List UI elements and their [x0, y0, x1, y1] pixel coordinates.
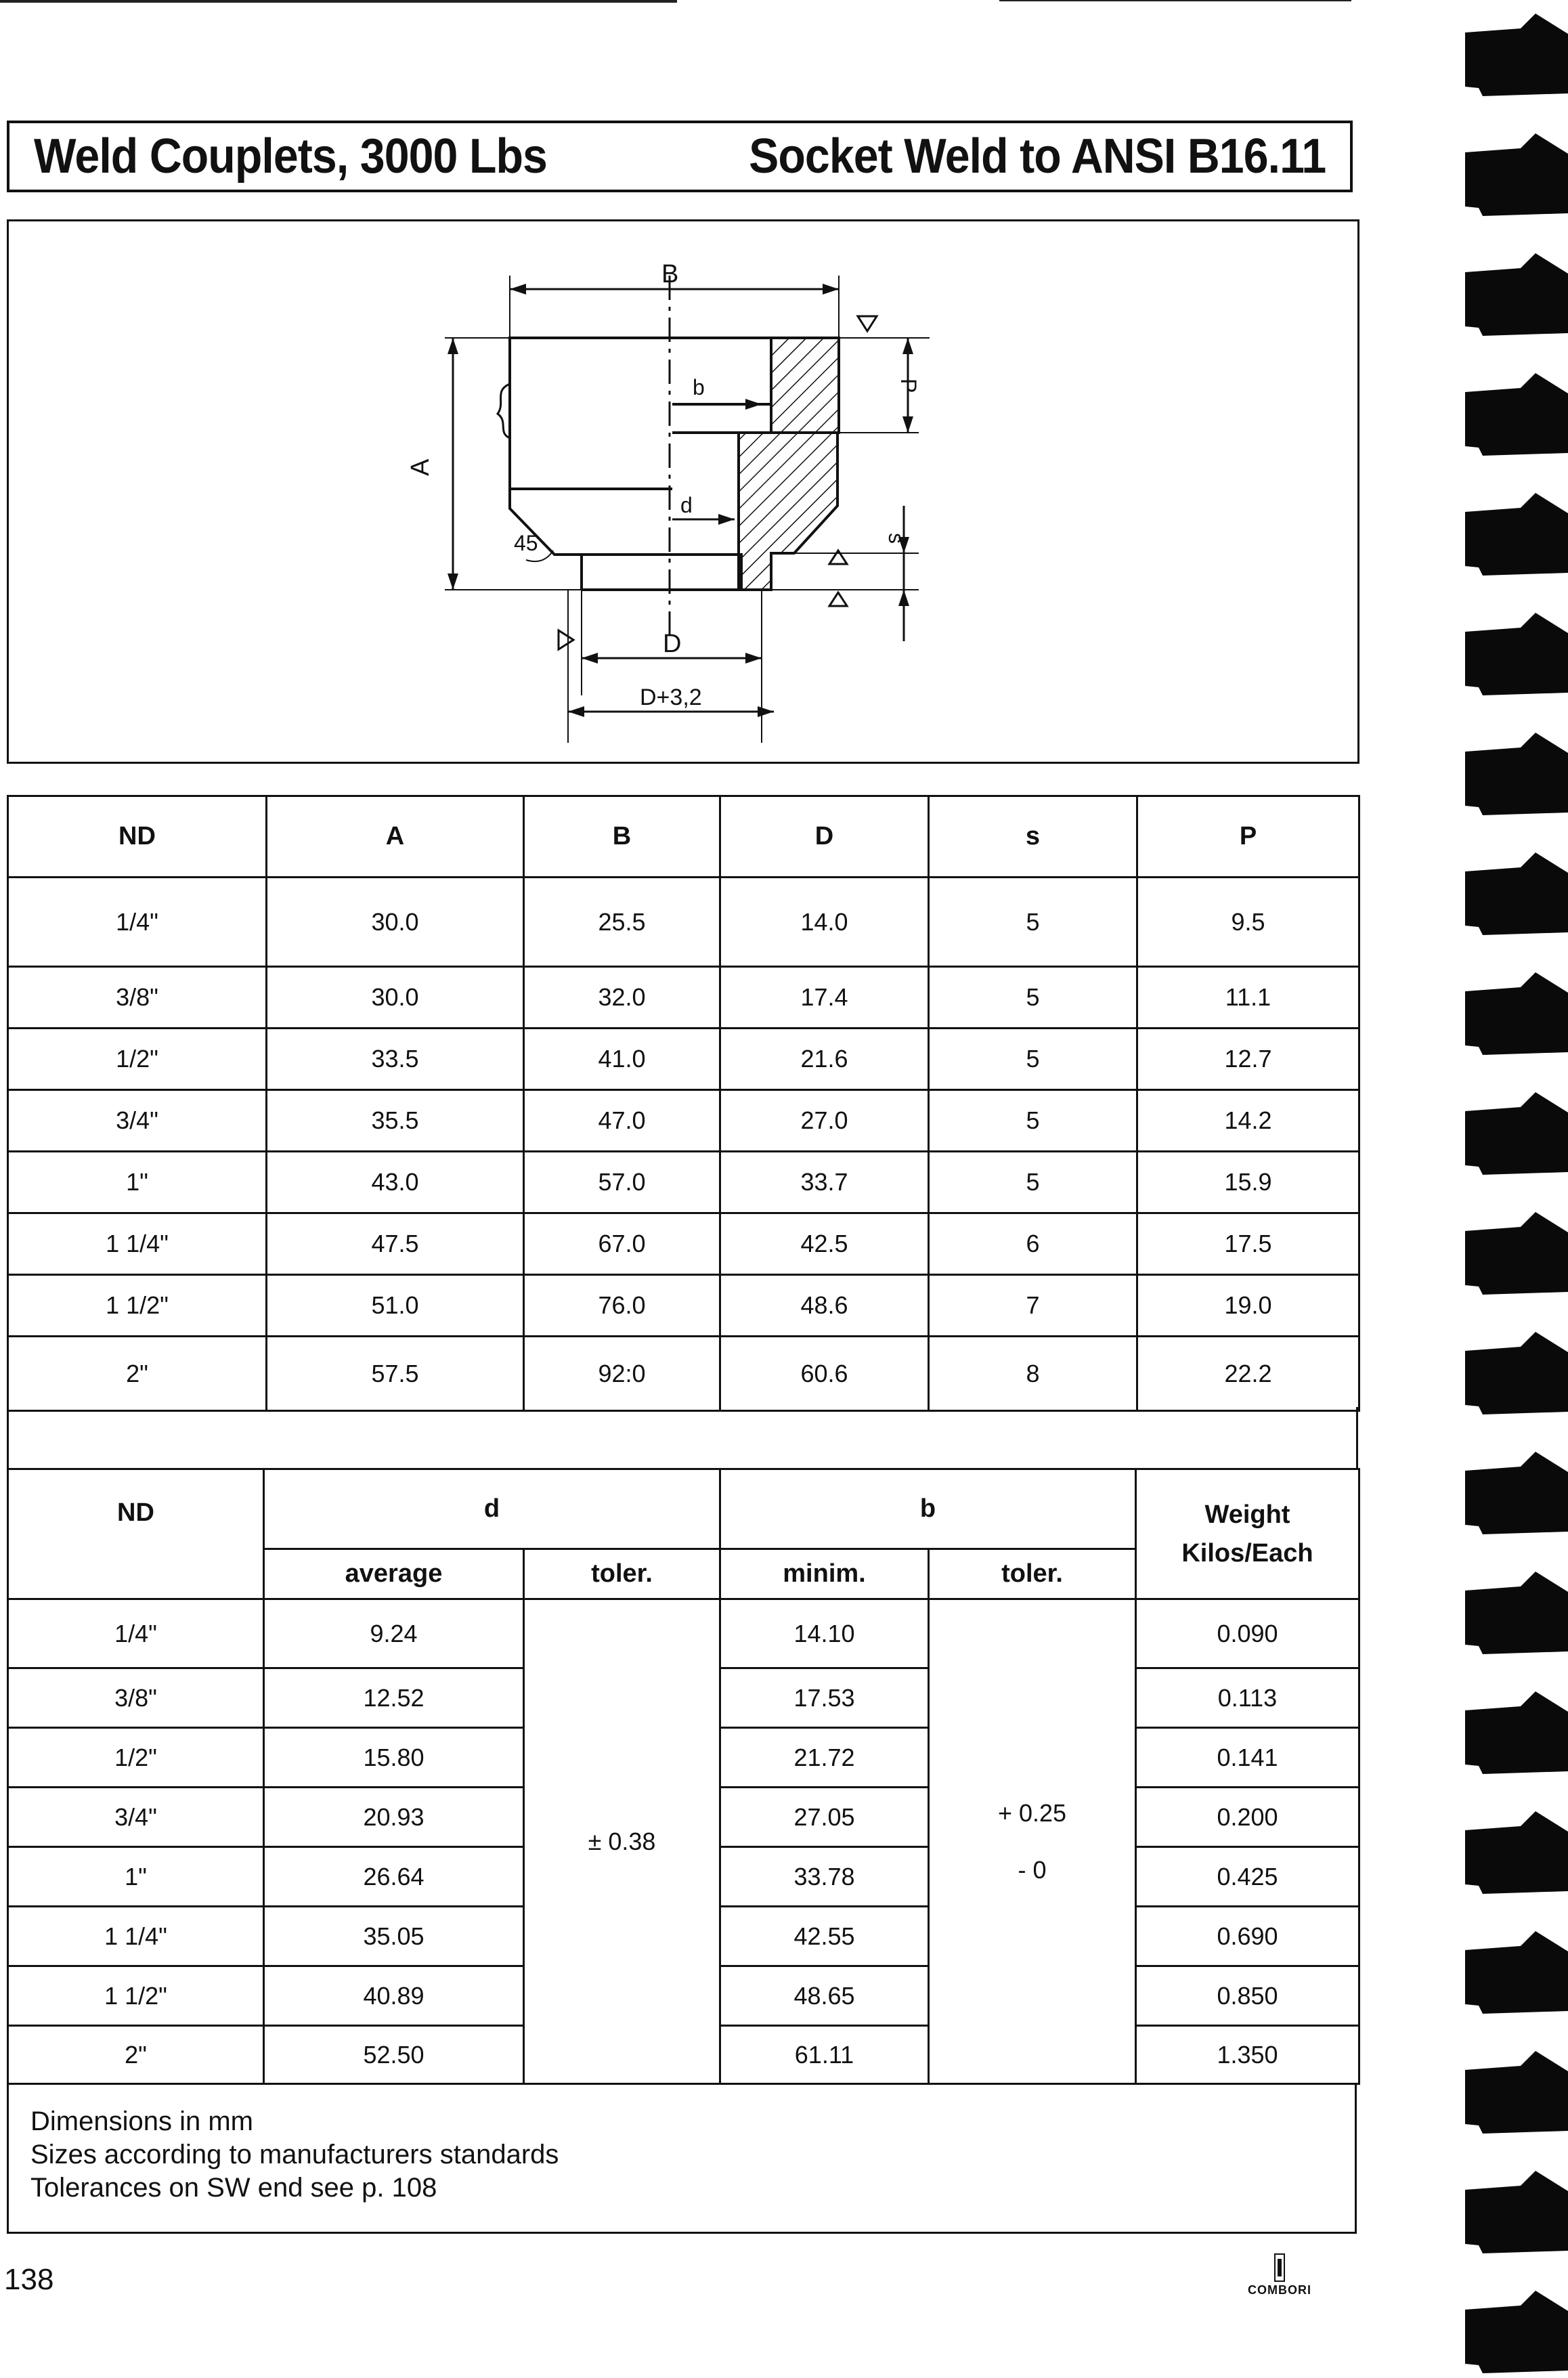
cell-s: 6	[929, 1213, 1137, 1275]
cell-weight: 1.350	[1136, 2026, 1359, 2084]
binding-tab	[1465, 2171, 1568, 2253]
cell-nd: 3/8"	[8, 1668, 264, 1728]
cell-s: 5	[929, 967, 1137, 1029]
cell-b-minim: 14.10	[720, 1599, 929, 1668]
cell-b: 25.5	[524, 878, 720, 967]
tolerance-header-row	[8, 1469, 1359, 1549]
cell-nd: 1"	[8, 1847, 264, 1907]
binding-tab	[1465, 253, 1568, 336]
weld-symbol-top	[858, 316, 877, 331]
cell-d: 48.6	[720, 1275, 929, 1337]
cell-d: 17.4	[720, 967, 929, 1029]
binding-tab	[1465, 1332, 1568, 1414]
arrow-D-left	[582, 653, 598, 664]
cell-s: 5	[929, 1152, 1137, 1213]
cell-d-average: 35.05	[264, 1907, 524, 1966]
table-row	[8, 1275, 1359, 1337]
arrow-b-small	[745, 399, 762, 410]
arrow-Dplus-left	[568, 706, 584, 717]
weld-symbol-left	[559, 630, 573, 649]
cell-weight: 0.425	[1136, 1847, 1359, 1907]
cell-d-average: 12.52	[264, 1668, 524, 1728]
table-row	[8, 1337, 1359, 1411]
note-line: Sizes according to manufacturers standards	[30, 2140, 559, 2169]
cell-d-average: 15.80	[264, 1728, 524, 1788]
label-D-plus: D+3,2	[640, 685, 702, 710]
title-bar	[7, 121, 1353, 192]
cell-b-tolerance	[929, 1599, 1136, 2084]
weld-symbol-low	[829, 592, 847, 606]
cell-d: 60.6	[720, 1337, 929, 1411]
cell-p: 15.9	[1137, 1152, 1359, 1213]
arrow-b-left	[510, 284, 526, 295]
arrow-a-top	[448, 338, 458, 354]
label-A: A	[406, 458, 435, 476]
cell-d-average: 26.64	[264, 1847, 524, 1907]
cell-weight: 0.850	[1136, 1966, 1359, 2026]
binding-tab	[1465, 852, 1568, 935]
cell-b-minim: 21.72	[720, 1728, 929, 1788]
col-nd: ND	[8, 1469, 264, 1599]
table-row	[8, 878, 1359, 967]
cell-b-minim: 17.53	[720, 1668, 929, 1728]
label-angle: 45	[514, 531, 538, 555]
cell-p: 14.2	[1137, 1090, 1359, 1152]
cell-d-tolerance: ± 0.38	[524, 1599, 720, 2084]
coupling-drawing	[9, 221, 1362, 766]
binding-tab	[1465, 133, 1568, 216]
binding-tab	[1465, 373, 1568, 456]
arrow-p-top	[902, 338, 913, 354]
cell-s: 5	[929, 878, 1137, 967]
label-D: D	[663, 630, 682, 658]
binding-tab	[1465, 1572, 1568, 1654]
cell-a: 33.5	[267, 1029, 524, 1090]
cell-a: 30.0	[267, 967, 524, 1029]
notes-panel	[7, 2085, 1357, 2234]
top-rule-right	[999, 0, 1351, 1]
col-b-minim: minim.	[720, 1549, 929, 1599]
page-number: 138	[4, 2263, 54, 2296]
col-d-toler: toler.	[524, 1549, 720, 1599]
table-row	[8, 1152, 1359, 1213]
binding-tab	[1465, 1691, 1568, 1774]
cell-d: 42.5	[720, 1213, 929, 1275]
cell-nd: 1"	[8, 1152, 267, 1213]
label-P: P	[896, 379, 921, 393]
binding-tab	[1465, 972, 1568, 1055]
cell-p: 17.5	[1137, 1213, 1359, 1275]
cell-weight: 0.113	[1136, 1668, 1359, 1728]
cell-s: 8	[929, 1337, 1137, 1411]
cell-b-minim: 33.78	[720, 1847, 929, 1907]
cell-b-minim: 42.55	[720, 1907, 929, 1966]
label-b: b	[693, 375, 705, 399]
col-a: A	[267, 796, 524, 878]
cell-b: 92:0	[524, 1337, 720, 1411]
label-B: B	[661, 260, 679, 288]
cell-nd: 2"	[8, 1337, 267, 1411]
title-right: Socket Weld to ANSI B16.11	[748, 129, 1326, 183]
cell-nd: 1 1/2"	[8, 1966, 264, 2026]
cell-p: 12.7	[1137, 1029, 1359, 1090]
cell-nd: 1 1/2"	[8, 1275, 267, 1337]
company-logo	[1239, 2253, 1320, 2301]
cell-nd: 3/8"	[8, 967, 267, 1029]
binding-tab	[1465, 1212, 1568, 1295]
cell-d: 21.6	[720, 1029, 929, 1090]
cell-a: 47.5	[267, 1213, 524, 1275]
cell-b-minim: 61.11	[720, 2026, 929, 2084]
dimensions-table	[7, 795, 1360, 1412]
table-row	[8, 967, 1359, 1029]
label-d: d	[680, 493, 693, 517]
logo-text: COMBORI	[1248, 2283, 1311, 2297]
cell-a: 43.0	[267, 1152, 524, 1213]
binding-tab	[1465, 733, 1568, 815]
break-mark	[498, 384, 510, 438]
label-s: s	[884, 533, 909, 544]
cell-p: 11.1	[1137, 967, 1359, 1029]
cell-d-average: 9.24	[264, 1599, 524, 1668]
table-row	[8, 1090, 1359, 1152]
col-s: s	[929, 796, 1137, 878]
binding-tab	[1465, 2051, 1568, 2134]
cell-p: 9.5	[1137, 878, 1359, 967]
arrow-b-right	[823, 284, 839, 295]
cell-d: 14.0	[720, 878, 929, 967]
cell-weight: 0.690	[1136, 1907, 1359, 1966]
cell-nd: 1/4"	[8, 878, 267, 967]
dimensions-header-row	[8, 796, 1359, 878]
cell-d: 27.0	[720, 1090, 929, 1152]
cell-nd: 3/4"	[8, 1788, 264, 1847]
cell-b-minim: 27.05	[720, 1788, 929, 1847]
cell-s: 5	[929, 1090, 1137, 1152]
cell-weight: 0.141	[1136, 1728, 1359, 1788]
binding-tab	[1465, 1092, 1568, 1175]
col-weight	[1136, 1469, 1359, 1599]
col-d: D	[720, 796, 929, 878]
cell-p: 22.2	[1137, 1337, 1359, 1411]
cell-b: 76.0	[524, 1275, 720, 1337]
col-b-toler: toler.	[929, 1549, 1136, 1599]
binding-tab	[1465, 14, 1568, 96]
arrow-a-bottom	[448, 574, 458, 590]
logo-mark-icon	[1274, 2253, 1285, 2282]
cell-nd: 1 1/4"	[8, 1907, 264, 1966]
table-row	[8, 1029, 1359, 1090]
cell-b-minim: 48.65	[720, 1966, 929, 2026]
col-b-group: b	[720, 1469, 1136, 1549]
cell-b: 57.0	[524, 1152, 720, 1213]
cell-b: 32.0	[524, 967, 720, 1029]
binding-tab	[1465, 1452, 1568, 1534]
binding-tab	[1465, 1811, 1568, 1894]
arrow-d	[718, 514, 735, 525]
cell-nd: 1/4"	[8, 1599, 264, 1668]
b-tolerance-minus: - 0	[1018, 1855, 1047, 1884]
weight-label-line1: Weight	[1204, 1500, 1290, 1529]
col-d-average: average	[264, 1549, 524, 1599]
table-spacer	[7, 1407, 1358, 1469]
cell-a: 30.0	[267, 878, 524, 967]
tolerance-weight-table	[7, 1468, 1360, 2085]
col-b: B	[524, 796, 720, 878]
cell-nd: 1/2"	[8, 1029, 267, 1090]
arrow-s-bottom	[898, 590, 909, 606]
top-rule-left	[0, 0, 677, 3]
col-nd: ND	[8, 796, 267, 878]
table-row	[8, 1599, 1359, 1668]
cell-nd: 3/4"	[8, 1090, 267, 1152]
cell-p: 19.0	[1137, 1275, 1359, 1337]
binding-tab	[1465, 2291, 1568, 2373]
cell-nd: 1 1/4"	[8, 1213, 267, 1275]
binding-tab	[1465, 493, 1568, 576]
cell-b: 41.0	[524, 1029, 720, 1090]
cell-s: 7	[929, 1275, 1137, 1337]
cell-b: 67.0	[524, 1213, 720, 1275]
hatch-section-top	[771, 338, 839, 433]
cell-s: 5	[929, 1029, 1137, 1090]
hatch-section-bottom	[739, 433, 837, 590]
cell-d-average: 52.50	[264, 2026, 524, 2084]
binding-tab	[1465, 613, 1568, 695]
cell-a: 57.5	[267, 1337, 524, 1411]
cell-d-average: 20.93	[264, 1788, 524, 1847]
drawing-panel	[7, 219, 1359, 764]
cell-a: 35.5	[267, 1090, 524, 1152]
cell-weight: 0.200	[1136, 1788, 1359, 1847]
table-row	[8, 1213, 1359, 1275]
cell-weight: 0.090	[1136, 1599, 1359, 1668]
arrow-p-bottom	[902, 416, 913, 433]
binding-tab	[1465, 1931, 1568, 2014]
col-d-group: d	[264, 1469, 720, 1549]
arrow-Dplus-right	[758, 706, 774, 717]
cell-nd: 1/2"	[8, 1728, 264, 1788]
cell-d-average: 40.89	[264, 1966, 524, 2026]
binding-tabs	[1456, 0, 1568, 2378]
weight-label-line2: Kilos/Each	[1181, 1538, 1313, 1568]
title-left: Weld Couplets, 3000 Lbs	[34, 129, 547, 183]
col-p: P	[1137, 796, 1359, 878]
note-line: Dimensions in mm	[30, 2106, 253, 2136]
arrow-D-right	[745, 653, 762, 664]
cell-nd: 2"	[8, 2026, 264, 2084]
cell-a: 51.0	[267, 1275, 524, 1337]
note-line: Tolerances on SW end see p. 108	[30, 2173, 437, 2203]
cell-d: 33.7	[720, 1152, 929, 1213]
b-tolerance-plus: + 0.25	[997, 1798, 1067, 1827]
cell-b: 47.0	[524, 1090, 720, 1152]
